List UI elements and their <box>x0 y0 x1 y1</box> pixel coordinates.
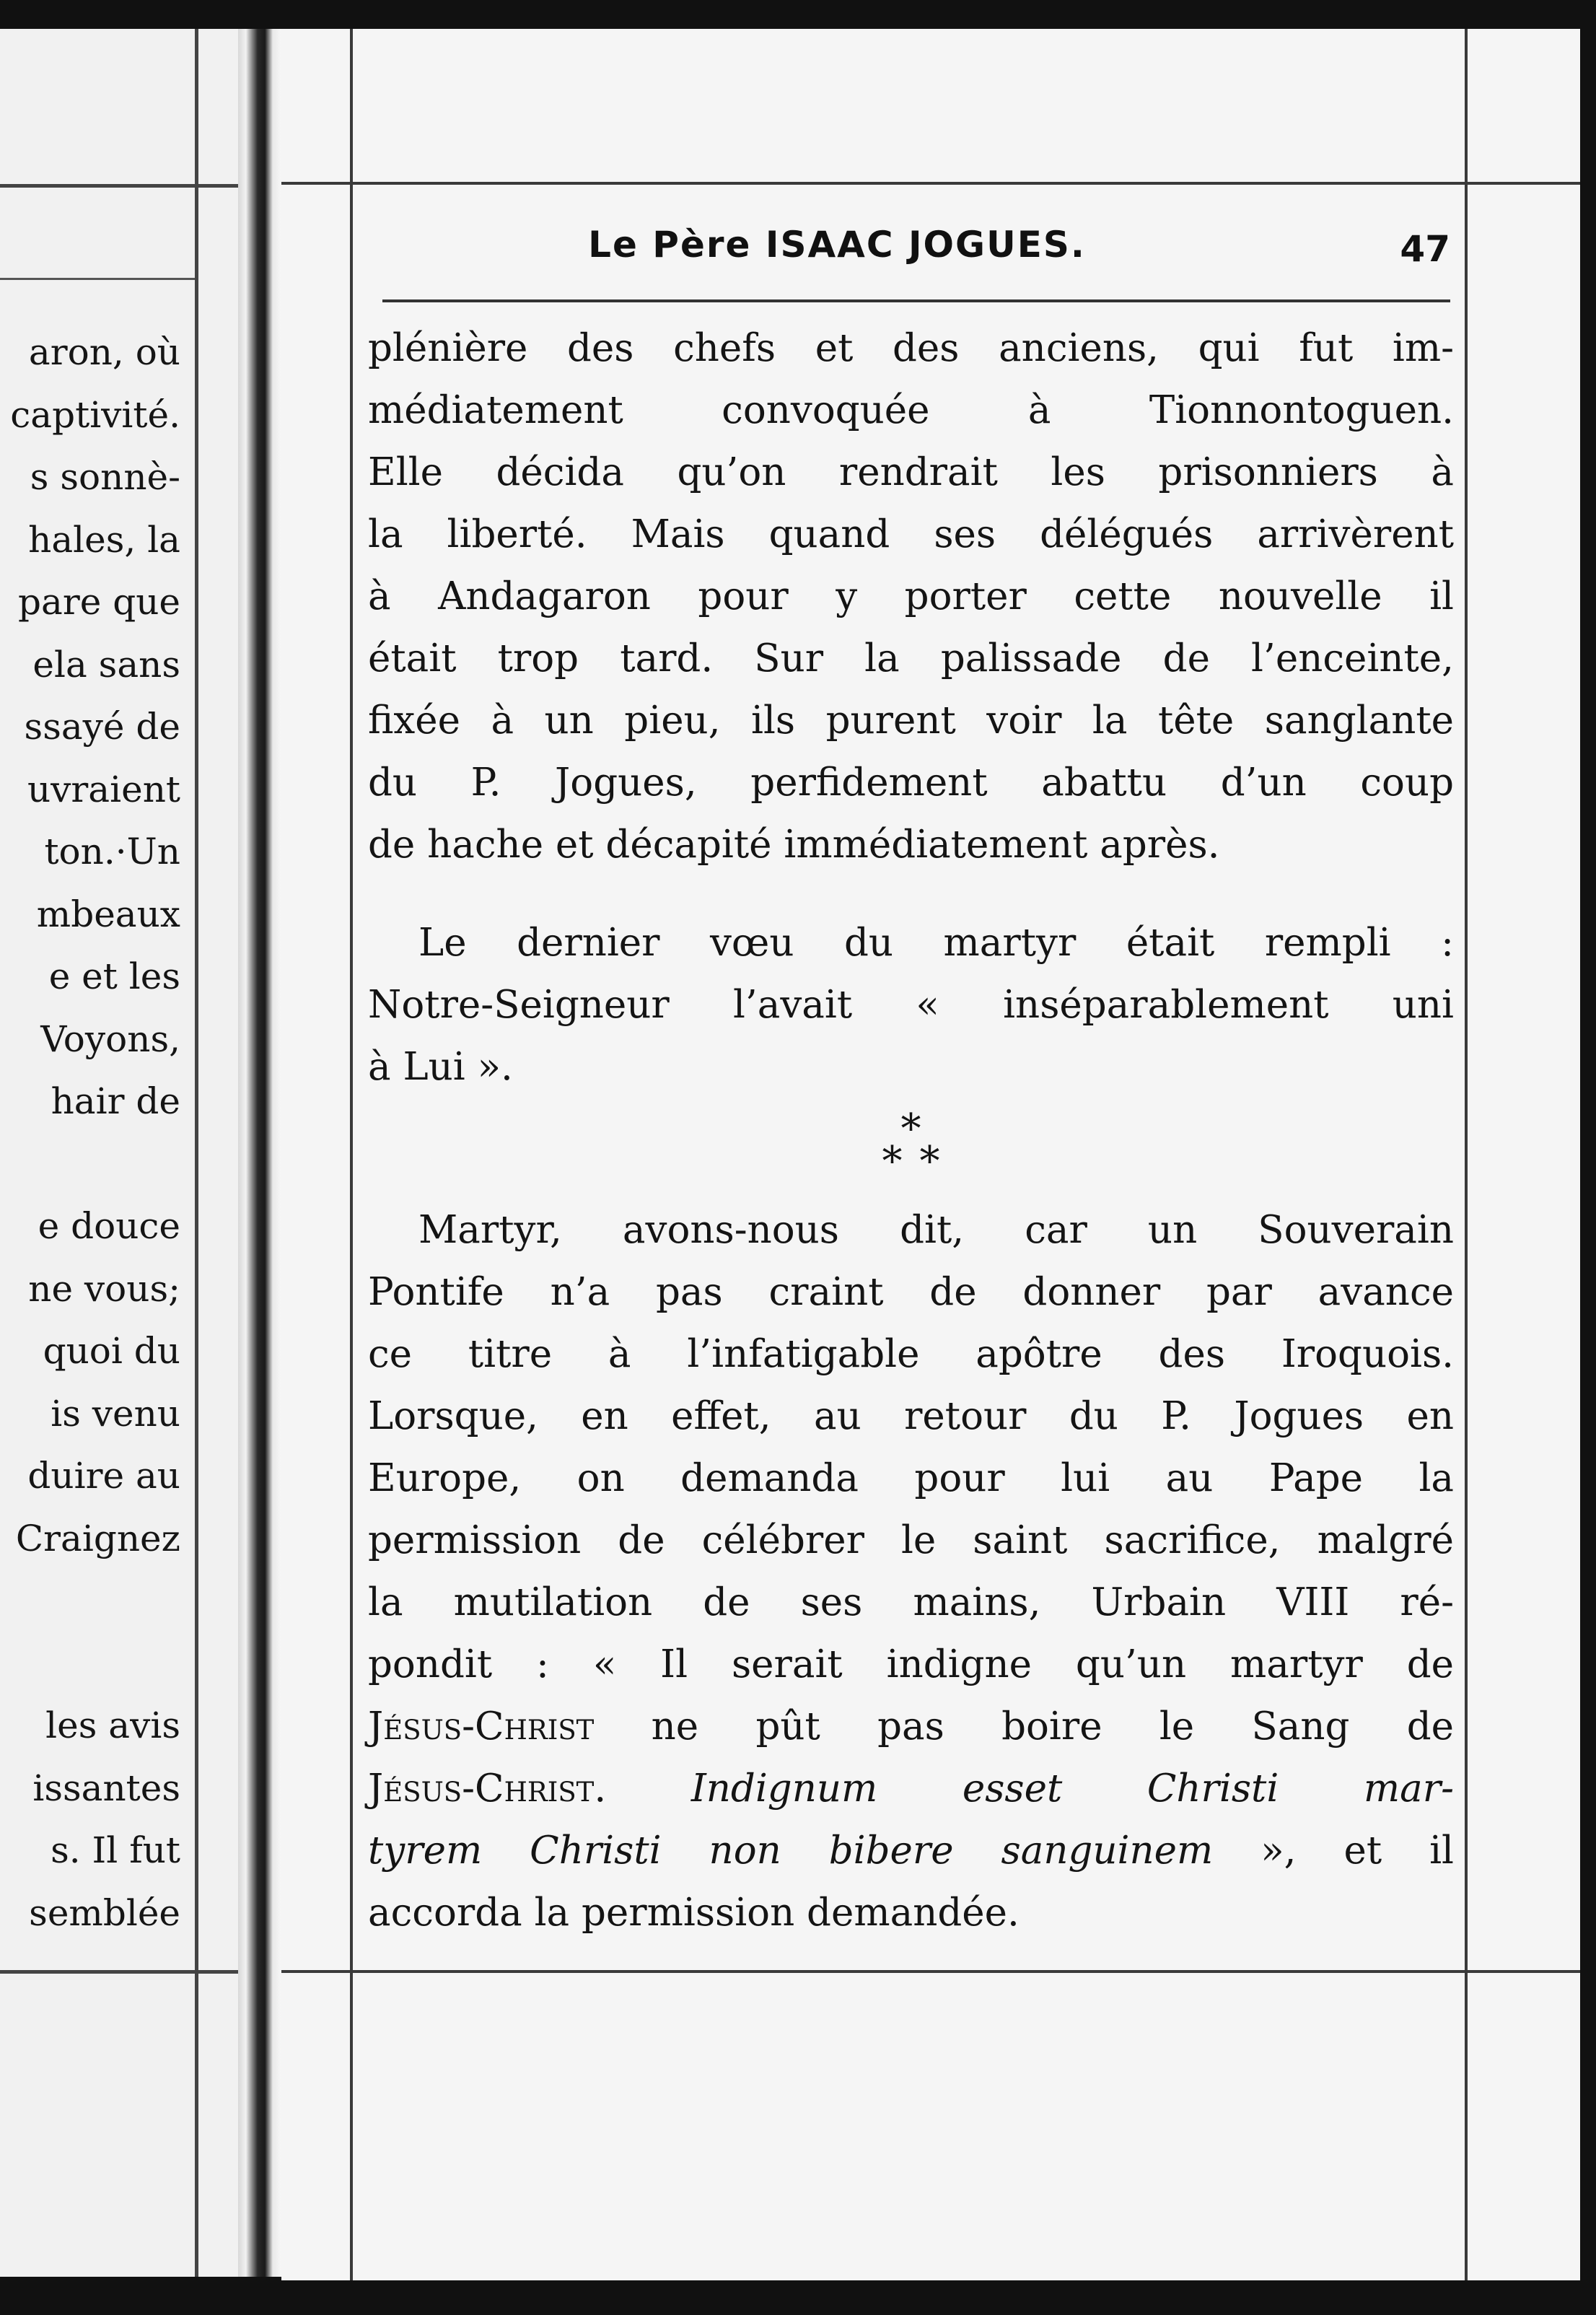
left-page-rule <box>0 1970 238 1974</box>
left-page-text <box>0 321 180 1944</box>
right-page <box>281 29 1580 2280</box>
text-line: la liberté. Mais quand ses délégués arrivèrent <box>368 512 1454 556</box>
left-page-rule <box>0 184 238 188</box>
left-page <box>0 29 238 2277</box>
left-text-line <box>0 1133 180 1196</box>
left-text-line: is venu <box>51 1392 180 1435</box>
asterism-star: * <box>882 1138 903 1185</box>
paragraph <box>368 318 1454 876</box>
left-text-line: Voyons, <box>40 1018 180 1060</box>
paragraph <box>368 1199 1454 1944</box>
text-line: Lorsque, en effet, au retour du P. Jogues en <box>368 1394 1454 1438</box>
text-run <box>606 1767 691 1811</box>
running-title: Le Père ISAAC JOGUES. <box>588 224 1086 266</box>
asterism-star: * <box>900 1106 921 1152</box>
paragraph <box>368 912 1454 1098</box>
text-line: Martyr, avons-nous dit, car un Souverain <box>418 1208 1454 1252</box>
text-line: Pontife n’a pas craint de donner par avance <box>368 1270 1454 1314</box>
left-text-line: ton.·Un <box>44 831 180 872</box>
left-text-line <box>0 1632 180 1695</box>
left-text-line: semblée <box>29 1891 180 1934</box>
left-text-line: hair de <box>51 1080 180 1122</box>
page-number: 47 <box>1400 228 1450 270</box>
text-line <box>368 1696 1454 1758</box>
running-header <box>382 218 1450 276</box>
left-text-line: quoi du <box>43 1330 180 1372</box>
text-line: accorda la permission demandée. <box>368 1891 1020 1935</box>
left-page-rule <box>195 29 198 2277</box>
text-line: Le dernier vœu du martyr était rempli : <box>418 921 1454 965</box>
text-line: pondit : « Il serait indigne qu’un martyr de <box>368 1642 1454 1686</box>
body-text <box>368 318 1454 1944</box>
text-line <box>368 1820 1454 1882</box>
left-text-line: duire au <box>27 1455 180 1497</box>
text-line: Notre-Seigneur l’avait « inséparablement uni <box>368 983 1454 1027</box>
small-caps-name: Jésus-Christ. <box>368 1767 607 1811</box>
latin-quote: tyrem Christi non bibere sanguinem <box>368 1829 1214 1873</box>
text-run: ne pût pas boire le Sang de <box>594 1704 1454 1749</box>
text-run: », et il <box>1213 1829 1454 1873</box>
left-text-line: e douce <box>38 1205 180 1247</box>
text-line: la mutilation de ses mains, Urbain VIII ré- <box>368 1580 1454 1624</box>
text-line: ce titre à l’infatigable apôtre des Iroquois. <box>368 1332 1454 1376</box>
text-line: de hache et décapité immédiatement après. <box>368 823 1220 867</box>
left-header-rule <box>0 278 195 280</box>
left-text-line: captivité. <box>10 393 180 436</box>
text-line: était trop tard. Sur la palissade de l’enceinte, <box>368 636 1454 681</box>
asterism <box>368 1098 1454 1199</box>
left-text-line: ssayé de <box>24 706 180 748</box>
left-text-line: uvraient <box>27 768 180 810</box>
paragraph-gap <box>368 876 1454 912</box>
text-line: fixée à un pieu, ils purent voir la tête sanglante <box>368 699 1454 743</box>
asterism-star: * <box>919 1138 940 1185</box>
page-rule <box>281 182 1580 185</box>
left-text-line <box>0 1570 180 1632</box>
text-line: Europe, on demanda pour lui au Pape la <box>368 1456 1454 1500</box>
text-line: Elle décida qu’on rendrait les prisonniers à <box>368 450 1454 494</box>
header-rule <box>382 299 1450 302</box>
text-line <box>368 1758 1454 1820</box>
left-text-line: mbeaux <box>36 893 180 935</box>
text-line: à Andagaron pour y porter cette nouvelle il <box>368 574 1454 618</box>
small-caps-name: Jésus-Christ <box>368 1704 595 1749</box>
left-text-line: issantes <box>32 1767 180 1809</box>
text-line: médiatement convoquée à Tionnontoguen. <box>368 388 1454 432</box>
left-text-line: ne vous; <box>28 1267 180 1310</box>
page-rule <box>281 1970 1580 1973</box>
page-rule <box>1465 29 1468 2280</box>
text-line: à Lui ». <box>368 1045 513 1089</box>
latin-quote: Indignum esset Christi mar- <box>690 1767 1454 1811</box>
book-gutter <box>238 29 281 2277</box>
page-rule <box>350 29 353 2280</box>
left-text-line: e et les <box>48 955 180 997</box>
left-text-line: hales, la <box>28 518 180 561</box>
left-text-line: aron, où <box>28 331 180 373</box>
left-text-line: s sonnè- <box>30 456 180 498</box>
left-text-line: ela sans <box>32 643 180 686</box>
text-line: du P. Jogues, perfidement abattu d’un coup <box>368 761 1454 805</box>
text-line: permission de célébrer le saint sacrifice, malgré <box>368 1518 1454 1562</box>
left-text-line: pare que <box>18 581 180 623</box>
text-line: plénière des chefs et des anciens, qui fut im- <box>368 326 1454 370</box>
left-text-line: s. Il fut <box>51 1829 180 1871</box>
left-text-line: Craignez <box>15 1517 180 1559</box>
left-text-line: les avis <box>45 1704 180 1746</box>
